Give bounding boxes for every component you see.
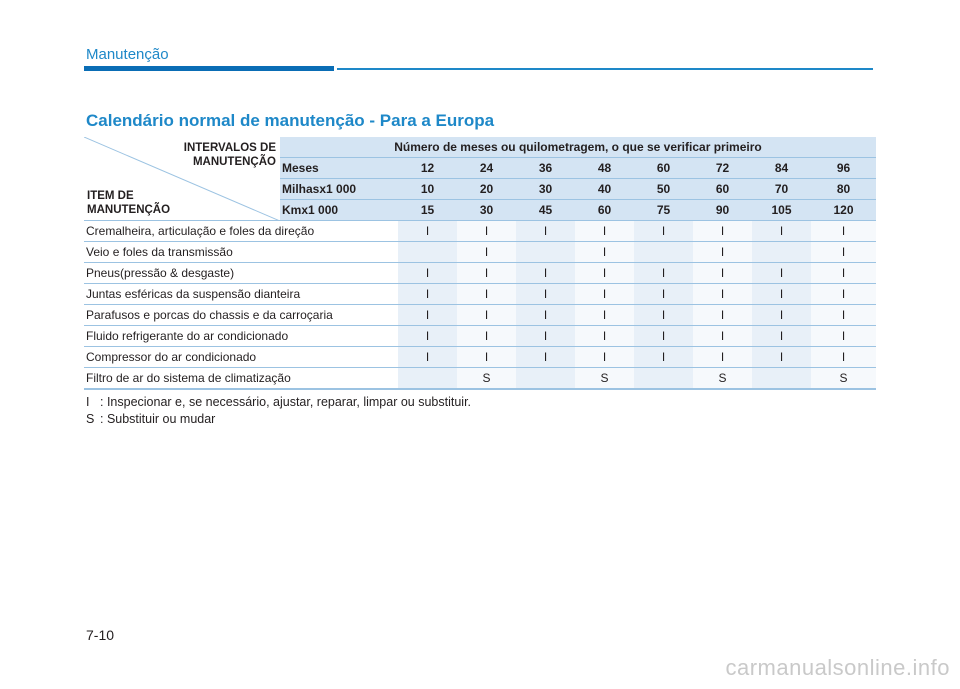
maintenance-mark	[516, 242, 575, 263]
interval-value: 60	[575, 200, 634, 221]
interval-value: 45	[516, 200, 575, 221]
maintenance-mark	[516, 368, 575, 390]
maintenance-mark: I	[398, 305, 457, 326]
maintenance-item-name: Juntas esféricas da suspensão dianteira	[84, 284, 398, 305]
legend-text: : Inspecionar e, se necessário, ajustar, reparar, limpar ou substituir.	[100, 395, 472, 409]
maintenance-mark: I	[398, 221, 457, 242]
corner-item-label	[87, 189, 170, 217]
maintenance-mark: I	[634, 347, 693, 368]
interval-value: 20	[457, 179, 516, 200]
maintenance-item-name: Cremalheira, articulação e foles da direção	[84, 221, 398, 242]
interval-value: 24	[457, 158, 516, 179]
interval-label: Kmx1 000	[280, 200, 398, 221]
maintenance-mark: I	[575, 284, 634, 305]
interval-value: 50	[634, 179, 693, 200]
maintenance-item-name: Compressor do ar condicionado	[84, 347, 398, 368]
corner-bottom-line2: MANUTENÇÃO	[87, 204, 171, 216]
corner-top-line2: MANUTENÇÃO	[192, 156, 276, 168]
interval-value: 70	[752, 179, 811, 200]
corner-top-line1: INTERVALOS DE	[183, 142, 276, 154]
table-row	[84, 263, 876, 284]
interval-value: 15	[398, 200, 457, 221]
section-title: Manutenção	[86, 46, 169, 63]
table-row	[84, 368, 876, 390]
maintenance-mark: I	[575, 221, 634, 242]
section-rule-dark	[84, 66, 334, 71]
maintenance-mark: S	[457, 368, 516, 390]
interval-value: 40	[575, 179, 634, 200]
page-number: 7-10	[86, 627, 115, 643]
maintenance-mark: I	[457, 221, 516, 242]
maintenance-mark: I	[575, 347, 634, 368]
interval-value: 105	[752, 200, 811, 221]
maintenance-mark	[634, 368, 693, 390]
maintenance-mark: I	[693, 347, 752, 368]
interval-value: 72	[693, 158, 752, 179]
interval-value: 30	[516, 179, 575, 200]
legend-entry	[86, 394, 471, 411]
interval-label: Milhasx1 000	[280, 179, 398, 200]
maintenance-mark: I	[693, 263, 752, 284]
maintenance-mark: I	[811, 221, 876, 242]
maintenance-mark: I	[634, 284, 693, 305]
table-row	[84, 347, 876, 368]
maintenance-mark: I	[811, 326, 876, 347]
maintenance-mark	[398, 242, 457, 263]
maintenance-schedule-table	[84, 137, 876, 390]
interval-value: 96	[811, 158, 876, 179]
maintenance-mark: S	[693, 368, 752, 390]
maintenance-mark: I	[634, 221, 693, 242]
maintenance-mark: I	[752, 284, 811, 305]
maintenance-mark: I	[811, 263, 876, 284]
page-heading: Calendário normal de manutenção - Para a Europa	[86, 111, 495, 130]
maintenance-mark: I	[516, 263, 575, 284]
interval-value: 10	[398, 179, 457, 200]
section-rule-light	[337, 68, 873, 70]
maintenance-mark	[752, 242, 811, 263]
maintenance-mark: I	[516, 326, 575, 347]
maintenance-mark: I	[457, 263, 516, 284]
maintenance-mark: I	[516, 221, 575, 242]
maintenance-mark: I	[575, 326, 634, 347]
maintenance-mark: I	[752, 305, 811, 326]
maintenance-mark: I	[811, 242, 876, 263]
maintenance-mark: I	[516, 284, 575, 305]
table-row	[84, 326, 876, 347]
interval-label: Meses	[280, 158, 398, 179]
interval-value: 36	[516, 158, 575, 179]
legend-key: I	[86, 395, 90, 409]
legend	[86, 394, 471, 428]
maintenance-mark: I	[516, 347, 575, 368]
table-row	[84, 221, 876, 242]
maintenance-mark: I	[752, 263, 811, 284]
maintenance-mark: I	[693, 326, 752, 347]
interval-value: 120	[811, 200, 876, 221]
interval-value: 48	[575, 158, 634, 179]
maintenance-mark: I	[398, 263, 457, 284]
maintenance-mark: I	[752, 347, 811, 368]
maintenance-mark: I	[634, 305, 693, 326]
interval-value: 30	[457, 200, 516, 221]
maintenance-item-name: Fluido refrigerante do ar condicionado	[84, 326, 398, 347]
maintenance-item-name: Pneus(pressão & desgaste)	[84, 263, 398, 284]
maintenance-mark: S	[575, 368, 634, 390]
maintenance-mark: I	[634, 263, 693, 284]
maintenance-mark: I	[634, 326, 693, 347]
maintenance-mark: I	[811, 347, 876, 368]
table-row	[84, 284, 876, 305]
maintenance-mark: I	[457, 284, 516, 305]
corner-bottom-line1: ITEM DE	[87, 190, 134, 202]
maintenance-mark: I	[398, 284, 457, 305]
interval-value: 90	[693, 200, 752, 221]
maintenance-mark: I	[398, 326, 457, 347]
interval-value: 60	[634, 158, 693, 179]
maintenance-mark: I	[457, 242, 516, 263]
table-corner-header	[84, 137, 280, 221]
maintenance-mark: I	[811, 305, 876, 326]
maintenance-mark: I	[457, 326, 516, 347]
interval-value: 75	[634, 200, 693, 221]
maintenance-item-name: Filtro de ar do sistema de climatização	[84, 368, 398, 390]
maintenance-mark: I	[398, 347, 457, 368]
maintenance-mark: I	[575, 305, 634, 326]
maintenance-mark: I	[575, 263, 634, 284]
legend-key: S	[86, 412, 95, 426]
maintenance-item-name: Veio e foles da transmissão	[84, 242, 398, 263]
interval-value: 80	[811, 179, 876, 200]
span-header: Número de meses ou quilometragem, o que se verificar primeiro	[280, 137, 876, 158]
legend-entry	[86, 411, 471, 428]
maintenance-mark: I	[811, 284, 876, 305]
maintenance-mark: I	[457, 347, 516, 368]
maintenance-mark: I	[457, 305, 516, 326]
watermark: carmanualsonline.info	[725, 655, 950, 680]
maintenance-mark: I	[693, 242, 752, 263]
maintenance-mark: S	[811, 368, 876, 390]
maintenance-mark: I	[752, 326, 811, 347]
maintenance-mark: I	[575, 242, 634, 263]
table-row	[84, 305, 876, 326]
maintenance-mark	[752, 368, 811, 390]
maintenance-mark: I	[693, 221, 752, 242]
maintenance-mark	[398, 368, 457, 390]
maintenance-mark: I	[693, 305, 752, 326]
maintenance-item-name: Parafusos e porcas do chassis e da carroçaria	[84, 305, 398, 326]
maintenance-mark: I	[693, 284, 752, 305]
interval-value: 84	[752, 158, 811, 179]
interval-value: 60	[693, 179, 752, 200]
interval-value: 12	[398, 158, 457, 179]
legend-text: : Substituir ou mudar	[100, 412, 216, 426]
maintenance-mark: I	[516, 305, 575, 326]
maintenance-mark: I	[752, 221, 811, 242]
corner-intervals-label	[184, 141, 276, 169]
maintenance-mark	[634, 242, 693, 263]
table-row	[84, 242, 876, 263]
